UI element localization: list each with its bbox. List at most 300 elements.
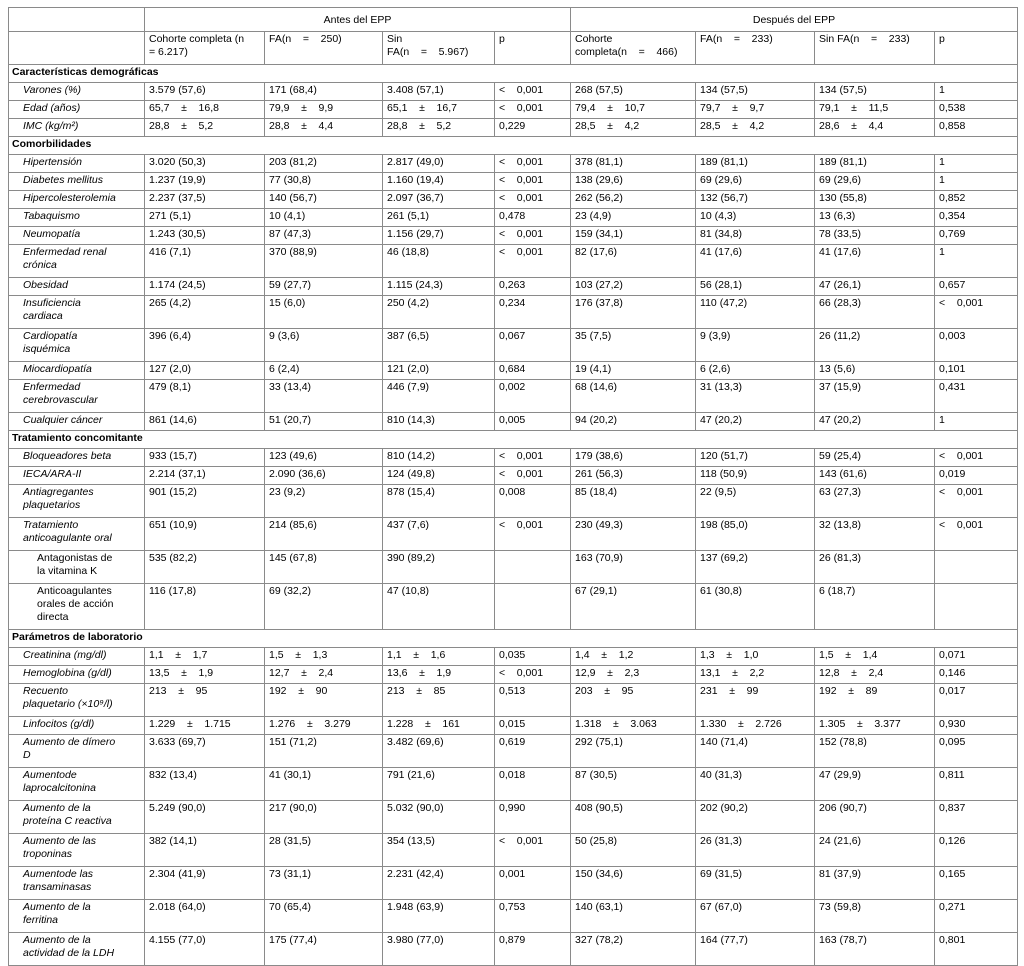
table-cell: 79,9 ± 9,9 (265, 101, 383, 119)
table-cell: 171 (68,4) (265, 83, 383, 101)
table-cell: 33 (13,4) (265, 380, 383, 413)
table-cell: < 0,001 (495, 191, 571, 209)
table-cell: 41 (30,1) (265, 768, 383, 801)
section-header-row (9, 65, 1018, 83)
section-title: Comorbilidades (9, 137, 1018, 155)
table-cell: 213 ± 85 (383, 684, 495, 717)
table-cell: 127 (2,0) (145, 362, 265, 380)
table-cell: 4.155 (77,0) (145, 933, 265, 966)
table-cell: 396 (6,4) (145, 329, 265, 362)
table-row (9, 278, 1018, 296)
row-label: Aumentode laprocalcitonina (9, 768, 145, 801)
table-cell: 0,017 (935, 684, 1018, 717)
table-cell: 12,7 ± 2,4 (265, 666, 383, 684)
table-cell: < 0,001 (495, 245, 571, 278)
table-cell: 50 (25,8) (571, 834, 696, 867)
table-cell: 0,657 (935, 278, 1018, 296)
col-header: FA(n = 233) (696, 32, 815, 65)
table-row (9, 735, 1018, 768)
table-cell: 81 (37,9) (815, 867, 935, 900)
table-cell: < 0,001 (495, 518, 571, 551)
table-cell: 0,930 (935, 717, 1018, 735)
table-row (9, 684, 1018, 717)
table-cell: 134 (57,5) (815, 83, 935, 101)
table-cell: < 0,001 (495, 83, 571, 101)
table-cell: 13,5 ± 1,9 (145, 666, 265, 684)
table-cell: 878 (15,4) (383, 485, 495, 518)
table-cell: 192 ± 89 (815, 684, 935, 717)
row-label: Bloqueadores beta (9, 449, 145, 467)
table-cell: 0,095 (935, 735, 1018, 768)
table-cell: 124 (49,8) (383, 467, 495, 485)
table-cell: 832 (13,4) (145, 768, 265, 801)
table-cell: 0,229 (495, 119, 571, 137)
table-cell: 66 (28,3) (815, 296, 935, 329)
table-row (9, 666, 1018, 684)
table-row (9, 768, 1018, 801)
table-cell: 67 (29,1) (571, 584, 696, 630)
table-cell: 28,8 ± 5,2 (383, 119, 495, 137)
col-header: Sin FA(n = 233) (815, 32, 935, 65)
section-header-row (9, 431, 1018, 449)
table-cell: 651 (10,9) (145, 518, 265, 551)
table-cell: 1.228 ± 161 (383, 717, 495, 735)
table-cell: 130 (55,8) (815, 191, 935, 209)
table-cell: 0,769 (935, 227, 1018, 245)
table-row (9, 717, 1018, 735)
row-label: Tabaquismo (9, 209, 145, 227)
section-header-row (9, 630, 1018, 648)
table-cell: 32 (13,8) (815, 518, 935, 551)
table-cell: 479 (8,1) (145, 380, 265, 413)
table-cell: 5.249 (90,0) (145, 801, 265, 834)
table-cell: 13,1 ± 2,2 (696, 666, 815, 684)
table-cell: 0,146 (935, 666, 1018, 684)
table-cell: 28,5 ± 4,2 (696, 119, 815, 137)
table-cell: 217 (90,0) (265, 801, 383, 834)
table-row (9, 101, 1018, 119)
table-row (9, 296, 1018, 329)
table-row (9, 467, 1018, 485)
table-cell: 1,4 ± 1,2 (571, 648, 696, 666)
table-cell: 0,165 (935, 867, 1018, 900)
table-cell: 118 (50,9) (696, 467, 815, 485)
table-row (9, 900, 1018, 933)
table-cell: < 0,001 (495, 101, 571, 119)
row-label: Enfermedad cerebrovascular (9, 380, 145, 413)
row-label: Edad (años) (9, 101, 145, 119)
table-cell: 47 (10,8) (383, 584, 495, 630)
data-table (8, 7, 1018, 966)
table-cell: 189 (81,1) (696, 155, 815, 173)
table-cell: 163 (78,7) (815, 933, 935, 966)
table-cell: 132 (56,7) (696, 191, 815, 209)
section-title: Características demográficas (9, 65, 1018, 83)
table-cell: 0,538 (935, 101, 1018, 119)
table-cell: 2.231 (42,4) (383, 867, 495, 900)
table-cell: 77 (30,8) (265, 173, 383, 191)
table-cell: 85 (18,4) (571, 485, 696, 518)
table-cell: < 0,001 (495, 227, 571, 245)
table-cell: 94 (20,2) (571, 413, 696, 431)
table-cell: 0,879 (495, 933, 571, 966)
table-cell: 203 (81,2) (265, 155, 383, 173)
table-cell: 1.318 ± 3.063 (571, 717, 696, 735)
table-row (9, 362, 1018, 380)
row-label: Antiagregantes plaquetarios (9, 485, 145, 518)
table-cell: 13 (5,6) (815, 362, 935, 380)
table-cell: < 0,001 (495, 173, 571, 191)
table-cell: 47 (29,9) (815, 768, 935, 801)
table-cell: 47 (20,2) (815, 413, 935, 431)
table-cell: 69 (31,5) (696, 867, 815, 900)
table-cell: 150 (34,6) (571, 867, 696, 900)
table-cell: 28,8 ± 4,4 (265, 119, 383, 137)
table-cell: 15 (6,0) (265, 296, 383, 329)
table-cell: 2.817 (49,0) (383, 155, 495, 173)
table-cell: 47 (26,1) (815, 278, 935, 296)
table-cell: 1.305 ± 3.377 (815, 717, 935, 735)
corner-cell (9, 32, 145, 65)
table-cell: 41 (17,6) (696, 245, 815, 278)
table-cell: 370 (88,9) (265, 245, 383, 278)
table-cell: 231 ± 99 (696, 684, 815, 717)
table-cell: 202 (90,2) (696, 801, 815, 834)
table-cell: 0,271 (935, 900, 1018, 933)
table-cell: 230 (49,3) (571, 518, 696, 551)
table-cell: 59 (25,4) (815, 449, 935, 467)
table-cell: 26 (31,3) (696, 834, 815, 867)
table-cell: 390 (89,2) (383, 551, 495, 584)
table-cell: 65,7 ± 16,8 (145, 101, 265, 119)
table-cell: 0,015 (495, 717, 571, 735)
table-cell: 140 (63,1) (571, 900, 696, 933)
table-cell: 47 (20,2) (696, 413, 815, 431)
table-cell: 69 (29,6) (815, 173, 935, 191)
group-antes: Antes del EPP (145, 8, 571, 32)
table-cell: 1 (935, 245, 1018, 278)
table-row (9, 518, 1018, 551)
table-cell: 175 (77,4) (265, 933, 383, 966)
table-cell: 261 (5,1) (383, 209, 495, 227)
table-cell: 810 (14,2) (383, 449, 495, 467)
table-row (9, 551, 1018, 584)
table-cell: 387 (6,5) (383, 329, 495, 362)
table-cell: 1 (935, 155, 1018, 173)
row-label: Cualquier cáncer (9, 413, 145, 431)
row-label: Aumentode las transaminasas (9, 867, 145, 900)
table-cell: 206 (90,7) (815, 801, 935, 834)
table-cell: 810 (14,3) (383, 413, 495, 431)
table-cell: 268 (57,5) (571, 83, 696, 101)
table-cell: 79,7 ± 9,7 (696, 101, 815, 119)
table-cell: 1,1 ± 1,7 (145, 648, 265, 666)
table-cell (495, 584, 571, 630)
table-cell: 250 (4,2) (383, 296, 495, 329)
table-cell: 79,1 ± 11,5 (815, 101, 935, 119)
table-cell: 0,005 (495, 413, 571, 431)
table-cell: 3.020 (50,3) (145, 155, 265, 173)
table-cell: 0,753 (495, 900, 571, 933)
table-cell: 69 (32,2) (265, 584, 383, 630)
table-cell: 192 ± 90 (265, 684, 383, 717)
column-header-row (9, 32, 1018, 65)
table-cell: 116 (17,8) (145, 584, 265, 630)
table-cell: < 0,001 (495, 834, 571, 867)
table-row (9, 329, 1018, 362)
table-cell: 189 (81,1) (815, 155, 935, 173)
table-row (9, 209, 1018, 227)
table-row (9, 119, 1018, 137)
table-cell: 1.237 (19,9) (145, 173, 265, 191)
row-label: Creatinina (mg/dl) (9, 648, 145, 666)
table-row (9, 648, 1018, 666)
table-cell: 40 (31,3) (696, 768, 815, 801)
table-cell: 103 (27,2) (571, 278, 696, 296)
row-label: Aumento de dímero D (9, 735, 145, 768)
table-cell: 1 (935, 413, 1018, 431)
row-label: Tratamiento anticoagulante oral (9, 518, 145, 551)
table-cell: 446 (7,9) (383, 380, 495, 413)
table-cell: 2.237 (37,5) (145, 191, 265, 209)
table-cell: 0,852 (935, 191, 1018, 209)
table-cell: 12,9 ± 2,3 (571, 666, 696, 684)
table-cell: 81 (34,8) (696, 227, 815, 245)
table-cell: 63 (27,3) (815, 485, 935, 518)
row-label: Linfocitos (g/dl) (9, 717, 145, 735)
table-cell: 6 (2,4) (265, 362, 383, 380)
table-cell: 2.304 (41,9) (145, 867, 265, 900)
table-cell: 6 (18,7) (815, 584, 935, 630)
table-cell: 151 (71,2) (265, 735, 383, 768)
row-label: Anticoagulantes orales de acción directa (9, 584, 145, 630)
table-cell: 265 (4,2) (145, 296, 265, 329)
table-cell: 176 (37,8) (571, 296, 696, 329)
row-label: Insuficiencia cardiaca (9, 296, 145, 329)
table-row (9, 867, 1018, 900)
table-cell: 378 (81,1) (571, 155, 696, 173)
table-cell: 271 (5,1) (145, 209, 265, 227)
table-cell: 1.156 (29,7) (383, 227, 495, 245)
table-cell: 121 (2,0) (383, 362, 495, 380)
group-header-row (9, 8, 1018, 32)
table-cell: 26 (81,3) (815, 551, 935, 584)
table-cell: 0,003 (935, 329, 1018, 362)
table-cell: 1.276 ± 3.279 (265, 717, 383, 735)
table-cell: 137 (69,2) (696, 551, 815, 584)
table-cell: 69 (29,6) (696, 173, 815, 191)
table-cell: < 0,001 (935, 485, 1018, 518)
table-cell: 933 (15,7) (145, 449, 265, 467)
table-cell: < 0,001 (935, 518, 1018, 551)
table-row (9, 380, 1018, 413)
table-cell: 1.948 (63,9) (383, 900, 495, 933)
row-label: Miocardiopatía (9, 362, 145, 380)
table-cell: 68 (14,6) (571, 380, 696, 413)
table-cell: 24 (21,6) (815, 834, 935, 867)
table-cell: 10 (4,1) (265, 209, 383, 227)
col-header: Sin FA(n = 5.967) (383, 32, 495, 65)
group-despues: Después del EPP (571, 8, 1018, 32)
table-row (9, 83, 1018, 101)
table-cell: 408 (90,5) (571, 801, 696, 834)
table-cell: 0,019 (935, 467, 1018, 485)
table-cell: 0,071 (935, 648, 1018, 666)
col-header: Cohorte completa (n = 6.217) (145, 32, 265, 65)
table-cell: 0,619 (495, 735, 571, 768)
table-cell: 1,5 ± 1,3 (265, 648, 383, 666)
table-row (9, 801, 1018, 834)
table-cell: 382 (14,1) (145, 834, 265, 867)
section-title: Tratamiento concomitante (9, 431, 1018, 449)
table-cell: 261 (56,3) (571, 467, 696, 485)
table-cell: 110 (47,2) (696, 296, 815, 329)
table-cell: 198 (85,0) (696, 518, 815, 551)
table-cell: 145 (67,8) (265, 551, 383, 584)
table-cell: 0,035 (495, 648, 571, 666)
col-header: FA(n = 250) (265, 32, 383, 65)
section-header-row (9, 137, 1018, 155)
table-cell: 164 (77,7) (696, 933, 815, 966)
table-cell: 0,008 (495, 485, 571, 518)
table-row (9, 173, 1018, 191)
table-cell: 10 (4,3) (696, 209, 815, 227)
table-cell: 87 (30,5) (571, 768, 696, 801)
col-header: Cohorte completa(n = 466) (571, 32, 696, 65)
table-cell: 2.097 (36,7) (383, 191, 495, 209)
table-cell: 26 (11,2) (815, 329, 935, 362)
table-cell: 1.174 (24,5) (145, 278, 265, 296)
table-cell: 123 (49,6) (265, 449, 383, 467)
row-label: Cardiopatía isquémica (9, 329, 145, 362)
table-cell: 28,5 ± 4,2 (571, 119, 696, 137)
table-cell: 13,6 ± 1,9 (383, 666, 495, 684)
table-cell: 19 (4,1) (571, 362, 696, 380)
table-cell: 140 (71,4) (696, 735, 815, 768)
table-cell: 134 (57,5) (696, 83, 815, 101)
table-cell: 12,8 ± 2,4 (815, 666, 935, 684)
table-row (9, 191, 1018, 209)
table-cell: 120 (51,7) (696, 449, 815, 467)
table-cell: 0,837 (935, 801, 1018, 834)
table-cell: 354 (13,5) (383, 834, 495, 867)
row-label: Hemoglobina (g/dl) (9, 666, 145, 684)
table-cell: 0,801 (935, 933, 1018, 966)
table-cell (935, 584, 1018, 630)
row-label: Hipercolesterolemia (9, 191, 145, 209)
table-row (9, 245, 1018, 278)
table-cell: 143 (61,6) (815, 467, 935, 485)
table-cell: < 0,001 (935, 449, 1018, 467)
table-cell: 214 (85,6) (265, 518, 383, 551)
row-label: Hipertensión (9, 155, 145, 173)
table-cell: 28,6 ± 4,4 (815, 119, 935, 137)
table-cell: 0,684 (495, 362, 571, 380)
table-row (9, 834, 1018, 867)
table-cell: 73 (59,8) (815, 900, 935, 933)
table-cell: < 0,001 (935, 296, 1018, 329)
table-cell: 3.579 (57,6) (145, 83, 265, 101)
table-cell: 1.115 (24,3) (383, 278, 495, 296)
row-label: Antagonistas de la vitamina K (9, 551, 145, 584)
table-cell: 79,4 ± 10,7 (571, 101, 696, 119)
table-cell: 152 (78,8) (815, 735, 935, 768)
table-cell: 159 (34,1) (571, 227, 696, 245)
table-cell: 59 (27,7) (265, 278, 383, 296)
table-cell: 0,002 (495, 380, 571, 413)
table-cell: 41 (17,6) (815, 245, 935, 278)
table-cell: 9 (3,9) (696, 329, 815, 362)
table-cell: 87 (47,3) (265, 227, 383, 245)
section-title: Parámetros de laboratorio (9, 630, 1018, 648)
table-cell: < 0,001 (495, 449, 571, 467)
table-cell: 1 (935, 83, 1018, 101)
table-cell: 791 (21,6) (383, 768, 495, 801)
table-cell: 6 (2,6) (696, 362, 815, 380)
table-cell: 327 (78,2) (571, 933, 696, 966)
table-cell: 67 (67,0) (696, 900, 815, 933)
table-cell: 292 (75,1) (571, 735, 696, 768)
table-cell: 28,8 ± 5,2 (145, 119, 265, 137)
row-label: Neumopatía (9, 227, 145, 245)
table-cell: 179 (38,6) (571, 449, 696, 467)
table-cell: < 0,001 (495, 155, 571, 173)
table-cell: 416 (7,1) (145, 245, 265, 278)
table-cell: 437 (7,6) (383, 518, 495, 551)
table-cell: 3.980 (77,0) (383, 933, 495, 966)
table-cell: 1.160 (19,4) (383, 173, 495, 191)
table-cell: 0,354 (935, 209, 1018, 227)
row-label: Recuento plaquetario (×10⁹/l) (9, 684, 145, 717)
table-cell: 0,811 (935, 768, 1018, 801)
table-cell: 262 (56,2) (571, 191, 696, 209)
table-cell: 0,478 (495, 209, 571, 227)
table-cell: 3.482 (69,6) (383, 735, 495, 768)
row-label: Aumento de la actividad de la LDH (9, 933, 145, 966)
row-label: Enfermedad renal crónica (9, 245, 145, 278)
table-cell: 23 (4,9) (571, 209, 696, 227)
table-cell: < 0,001 (495, 467, 571, 485)
table-cell: 1 (935, 173, 1018, 191)
table-cell: 78 (33,5) (815, 227, 935, 245)
table-cell: 0,858 (935, 119, 1018, 137)
table-row (9, 933, 1018, 966)
table-cell: 51 (20,7) (265, 413, 383, 431)
table-cell: 82 (17,6) (571, 245, 696, 278)
table-cell: 1,1 ± 1,6 (383, 648, 495, 666)
table-cell: 0,513 (495, 684, 571, 717)
table-row (9, 155, 1018, 173)
table-cell: 31 (13,3) (696, 380, 815, 413)
table-cell: 70 (65,4) (265, 900, 383, 933)
table-cell: 213 ± 95 (145, 684, 265, 717)
table-cell: 203 ± 95 (571, 684, 696, 717)
row-label: Aumento de la proteína C reactiva (9, 801, 145, 834)
row-label: IECA/ARA-II (9, 467, 145, 485)
table-cell: 46 (18,8) (383, 245, 495, 278)
row-label: IMC (kg/m²) (9, 119, 145, 137)
col-header: p (495, 32, 571, 65)
table-cell: 1,5 ± 1,4 (815, 648, 935, 666)
table-cell: 2.090 (36,6) (265, 467, 383, 485)
corner-cell (9, 8, 145, 32)
table-cell: 35 (7,5) (571, 329, 696, 362)
table-cell: 0,101 (935, 362, 1018, 380)
table-row (9, 227, 1018, 245)
table-cell: 13 (6,3) (815, 209, 935, 227)
table-cell: 901 (15,2) (145, 485, 265, 518)
table-cell: 0,234 (495, 296, 571, 329)
